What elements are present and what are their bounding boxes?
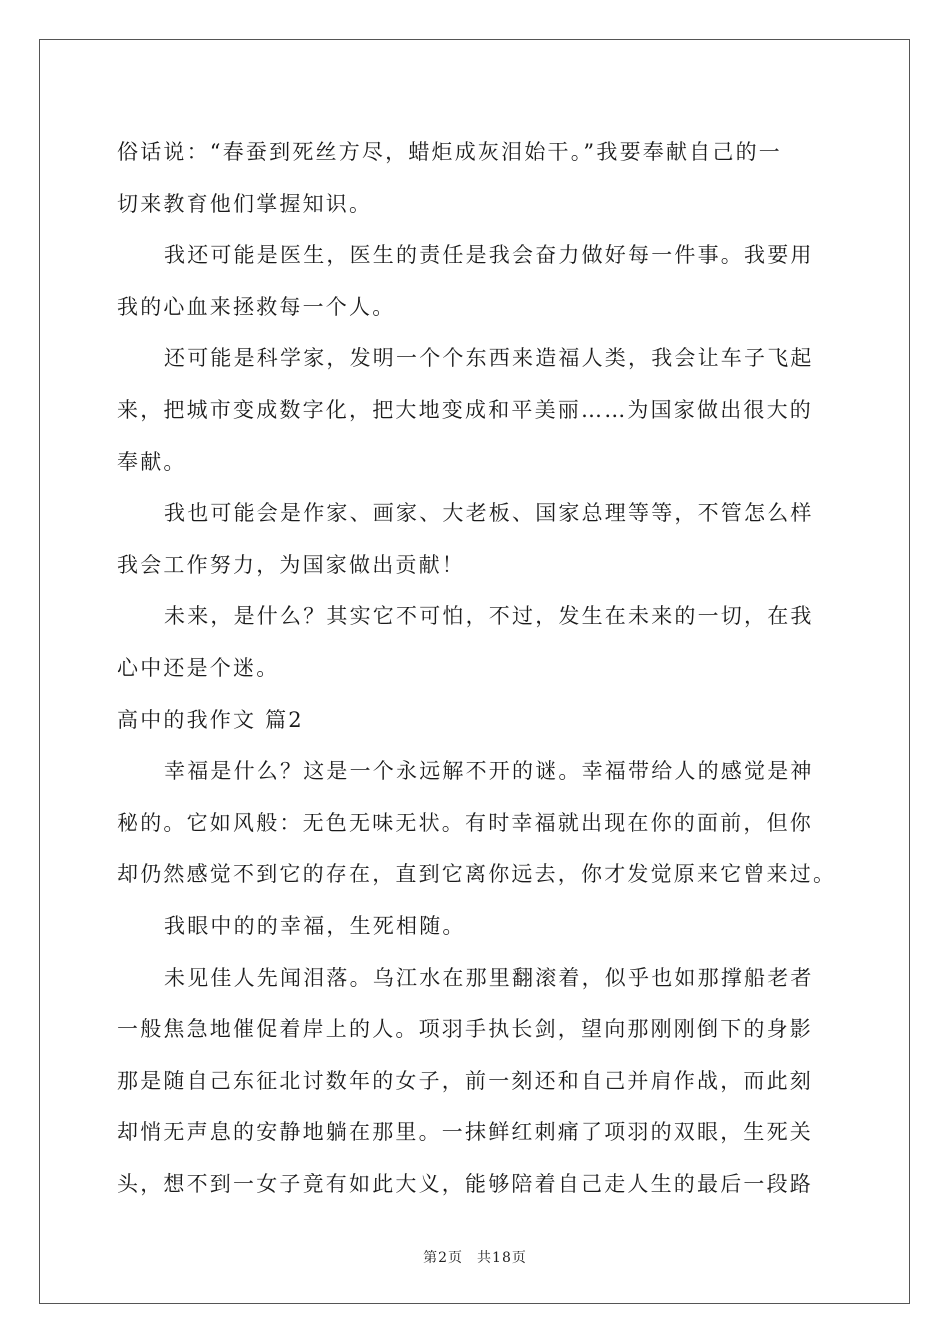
section-heading: 高中的我作文 篇2 [117,707,304,732]
text-line: 我还可能是医生，医生的责任是我会奋力做好每一件事。我要用 [164,243,814,268]
text-line: 来，把城市变成数字化，把大地变成和平美丽……为国家做出很大的 [117,397,813,422]
text-line: 俗话说：“春蚕到死丝方尽，蜡炬成灰泪始干。”我要奉献自己的一 [117,140,782,164]
text-line: 秘的。它如风般：无色无味无状。有时幸福就出现在你的面前，但你 [117,810,813,835]
text-line: 我的心血来拯救每一个人。 [117,294,396,319]
text-line: 一般焦急地催促着岸上的人。项羽手执长剑，望向那刚刚倒下的身影 [117,1017,813,1042]
text-line: 我会工作努力，为国家做出贡献！ [117,552,465,577]
text-line: 心中还是个迷。 [117,655,280,680]
page-total: 共18页 [477,1250,527,1266]
text-line: 未来，是什么？其实它不可怕，不过，发生在未来的一切，在我 [164,604,814,629]
text-line: 头，想不到一女子竟有如此大义，能够陪着自己走人生的最后一段路 [117,1171,813,1196]
text-line: 未见佳人先闻泪落。乌江水在那里翻滚着，似乎也如那撑船老者 [164,965,814,990]
text-line: 我也可能会是作家、画家、大老板、国家总理等等，不管怎么样 [164,501,814,526]
text-line: 却悄无声息的安静地躺在那里。一抹鲜红刺痛了项羽的双眼，生死关 [117,1120,813,1145]
text-line: 还可能是科学家，发明一个个东西来造福人类，我会让车子飞起 [164,346,814,371]
text-line: 却仍然感觉不到它的存在，直到它离你远去，你才发觉原来它曾来过。 [117,862,837,887]
text-line: 奉献。 [117,449,187,474]
page-footer [0,1247,950,1267]
text-line: 幸福是什么？这是一个永远解不开的谜。幸福带给人的感觉是神 [164,759,814,784]
document-body [117,127,837,1210]
text-line: 切来教育他们掌握知识。 [117,191,373,216]
page-number: 第2页 [423,1250,464,1266]
text-line: 那是随自己东征北讨数年的女子，前一刻还和自己并肩作战，而此刻 [117,1068,813,1093]
text-line: 我眼中的的幸福，生死相随。 [164,913,466,938]
